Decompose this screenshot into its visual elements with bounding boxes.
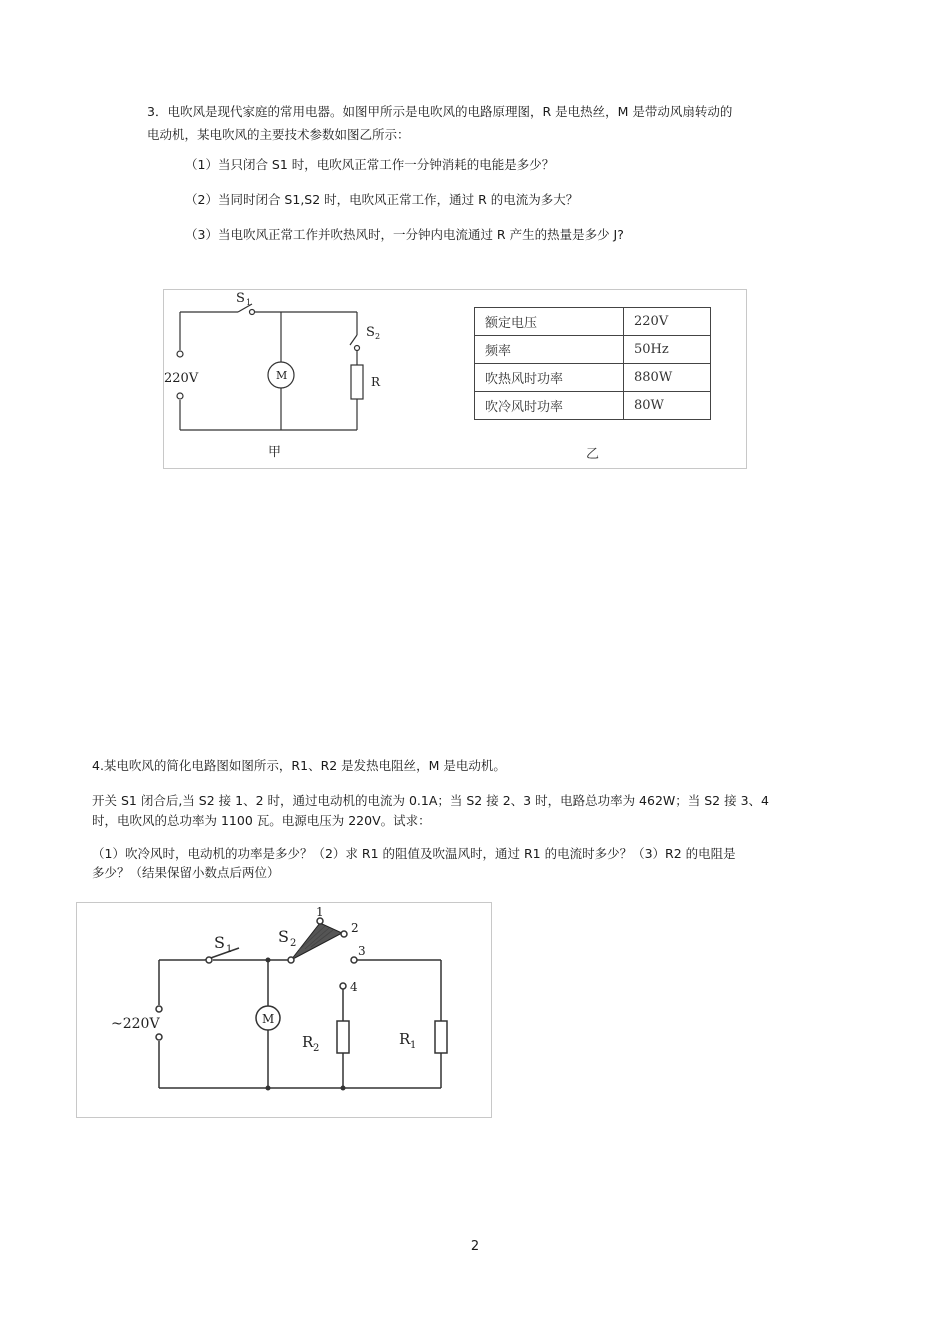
table-row [475, 308, 711, 336]
svg-text:R: R [302, 1033, 314, 1051]
svg-text:S: S [214, 933, 225, 952]
spec-name: 吹热风时功率 [475, 364, 624, 392]
table-row [475, 364, 711, 392]
table-row [475, 336, 711, 364]
q3-figure-caption-yi: 乙 [586, 447, 600, 462]
q3-figure-caption-jia: 甲 [268, 445, 282, 460]
q4-r1-label [399, 1030, 416, 1051]
q3-subquestion-3: （3）当电吹风正常工作并吹热风时，一分钟内电流通过 R 产生的热量是多少 J? [185, 227, 624, 242]
svg-text:1: 1 [410, 1040, 417, 1051]
q4-figure [76, 902, 492, 1118]
spec-name: 吹冷风时功率 [475, 392, 624, 420]
svg-text:S: S [236, 291, 245, 306]
q3-subquestion-2: （2）当同时闭合 S1,S2 时，电吹风正常工作，通过 R 的电流为多大？ [185, 192, 579, 207]
svg-text:S: S [278, 927, 289, 946]
q4-circuit-diagram [77, 903, 491, 1117]
q3-spec-table [474, 307, 711, 420]
q4-questions-line1: （1）吹冷风时，电动机的功率是多少？（2）求 R1 的阻值及吹温风时，通过 R1 的电流时多少？（3）R2 的电阻是 [92, 846, 736, 861]
q4-s1-label [214, 933, 232, 955]
spec-name: 额定电压 [475, 308, 624, 336]
q4-terminal-3: 3 [358, 944, 366, 958]
q4-terminal-1: 1 [316, 905, 324, 919]
svg-text:2: 2 [290, 938, 297, 949]
q3-figure [163, 289, 747, 469]
svg-text:R: R [399, 1030, 411, 1048]
q4-paragraph-line2: 时，电吹风的总功率为 1100 瓦。电源电压为 220V。试求： [92, 813, 431, 828]
q3-resistor-label: R [371, 375, 381, 389]
q4-motor-label: M [262, 1012, 275, 1026]
spec-value: 80W [624, 392, 711, 420]
q4-s2-label [278, 927, 296, 949]
svg-text:2: 2 [375, 332, 381, 341]
svg-text:S: S [366, 325, 375, 340]
q4-voltage-label: ~220V [111, 1016, 160, 1032]
q3-motor-label: M [276, 369, 288, 382]
svg-text:1: 1 [246, 298, 252, 307]
table-row [475, 392, 711, 420]
q4-terminal-2: 2 [351, 921, 359, 935]
q3-s1-label [236, 291, 251, 307]
svg-text:2: 2 [313, 1043, 320, 1054]
q4-questions-line2: 多少？（结果保留小数点后两位） [92, 865, 280, 880]
q3-subquestion-1: （1）当只闭合 S1 时，电吹风正常工作一分钟消耗的电能是多少？ [185, 157, 555, 172]
q4-intro: 4.某电吹风的简化电路图如图所示，R1、R2 是发热电阻丝，M 是电动机。 [92, 758, 506, 773]
page-number: 2 [470, 1239, 480, 1254]
q3-intro-line2: 电动机，某电吹风的主要技术参数如图乙所示： [147, 127, 410, 142]
q3-circuit-diagram [164, 290, 464, 468]
spec-value: 220V [624, 308, 711, 336]
q3-voltage-label: 220V [164, 371, 199, 386]
q4-paragraph-line1: 开关 S1 闭合后,当 S2 接 1、2 时，通过电动机的电流为 0.1A；当 S2 接 2、3 时，电路总功率为 462W；当 S2 接 3、4 [92, 793, 769, 808]
q4-terminal-4: 4 [350, 980, 358, 994]
q4-r2-label [302, 1033, 319, 1054]
q3-s2-label [366, 325, 380, 341]
svg-text:1: 1 [226, 944, 233, 955]
spec-name: 频率 [475, 336, 624, 364]
spec-value: 880W [624, 364, 711, 392]
spec-value: 50Hz [624, 336, 711, 364]
q3-intro-line1: 3．电吹风是现代家庭的常用电器。如图甲所示是电吹风的电路原理图，R 是电热丝，M 是带动风扇转动的 [147, 104, 733, 119]
